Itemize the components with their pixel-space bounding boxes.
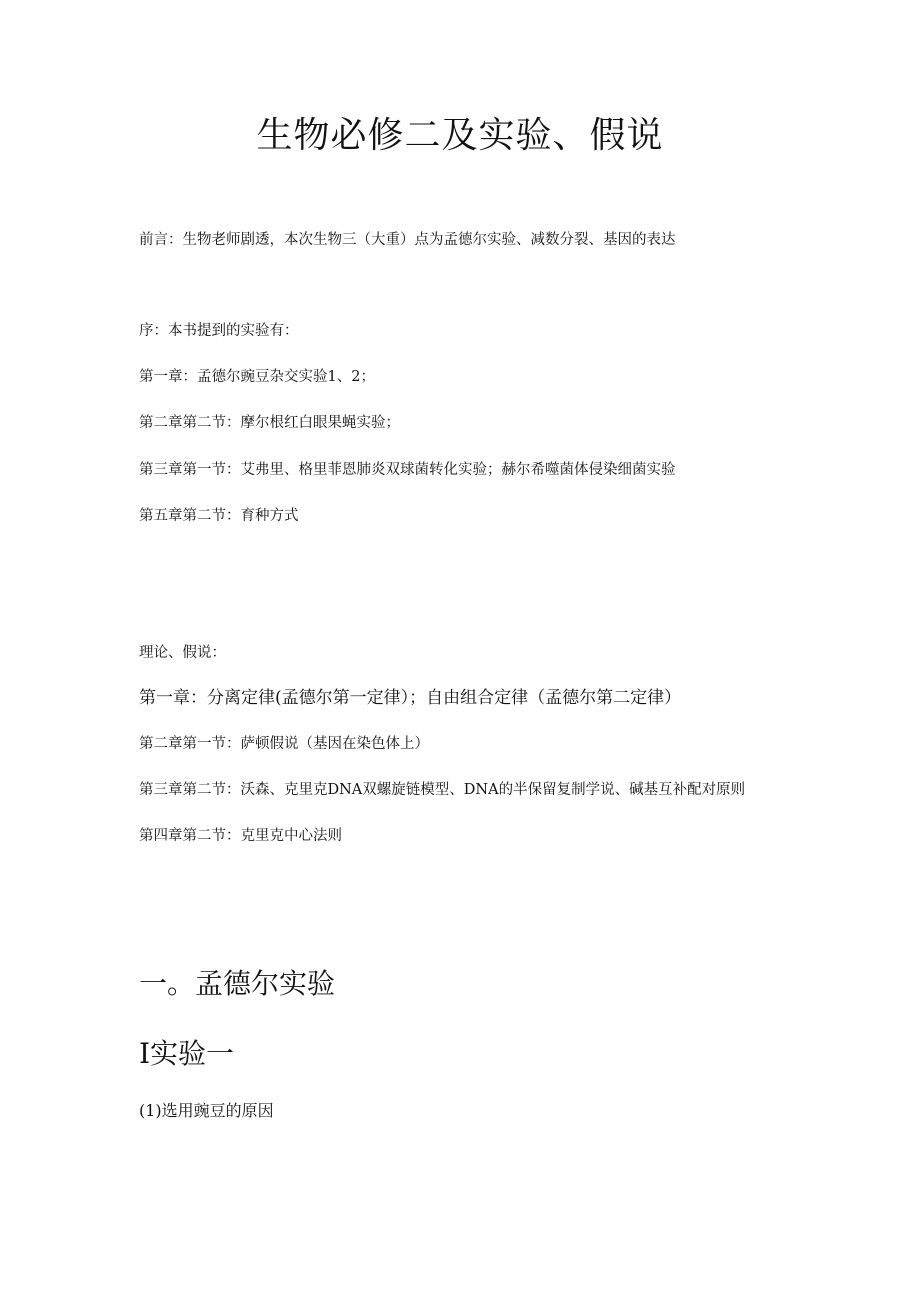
subsection-heading: Ⅰ实验一 [139,1037,235,1070]
theory-item: 第二章第一节：萨顿假说（基因在染色体上） [139,736,429,752]
theory-item: 第一章：分离定律(孟德尔第一定律）；自由组合定律（孟德尔第二定律） [139,688,682,708]
experiment-item: 第二章第二节：摩尔根红白眼果蝇实验； [139,415,400,431]
experiment-item: 第三章第一节：艾弗里、格里菲恩肺炎双球菌转化实验；赫尔希噬菌体侵染细菌实验 [139,462,676,478]
experiments-heading: 序：本书提到的实验有： [139,323,299,339]
preface-text: 前言：生物老师剧透，本次生物三（大重）点为孟德尔实验、减数分裂、基因的表达 [139,232,676,248]
subsection-item: (1)选用豌豆的原因 [139,1101,274,1120]
document-title: 生物必修二及实验、假说 [256,115,664,156]
section-heading: 一。孟德尔实验 [139,967,336,1000]
theories-heading: 理论、假说： [139,645,226,661]
experiment-item: 第五章第二节：育种方式 [139,508,299,524]
theory-item: 第三章第二节：沃森、克里克DNA双螺旋链模型、DNA的半保留复制学说、碱基互补配对原则 [139,782,746,798]
experiment-item: 第一章：孟德尔豌豆杂交实验1、2； [139,369,375,385]
theory-item: 第四章第二节：克里克中心法则 [139,828,342,844]
